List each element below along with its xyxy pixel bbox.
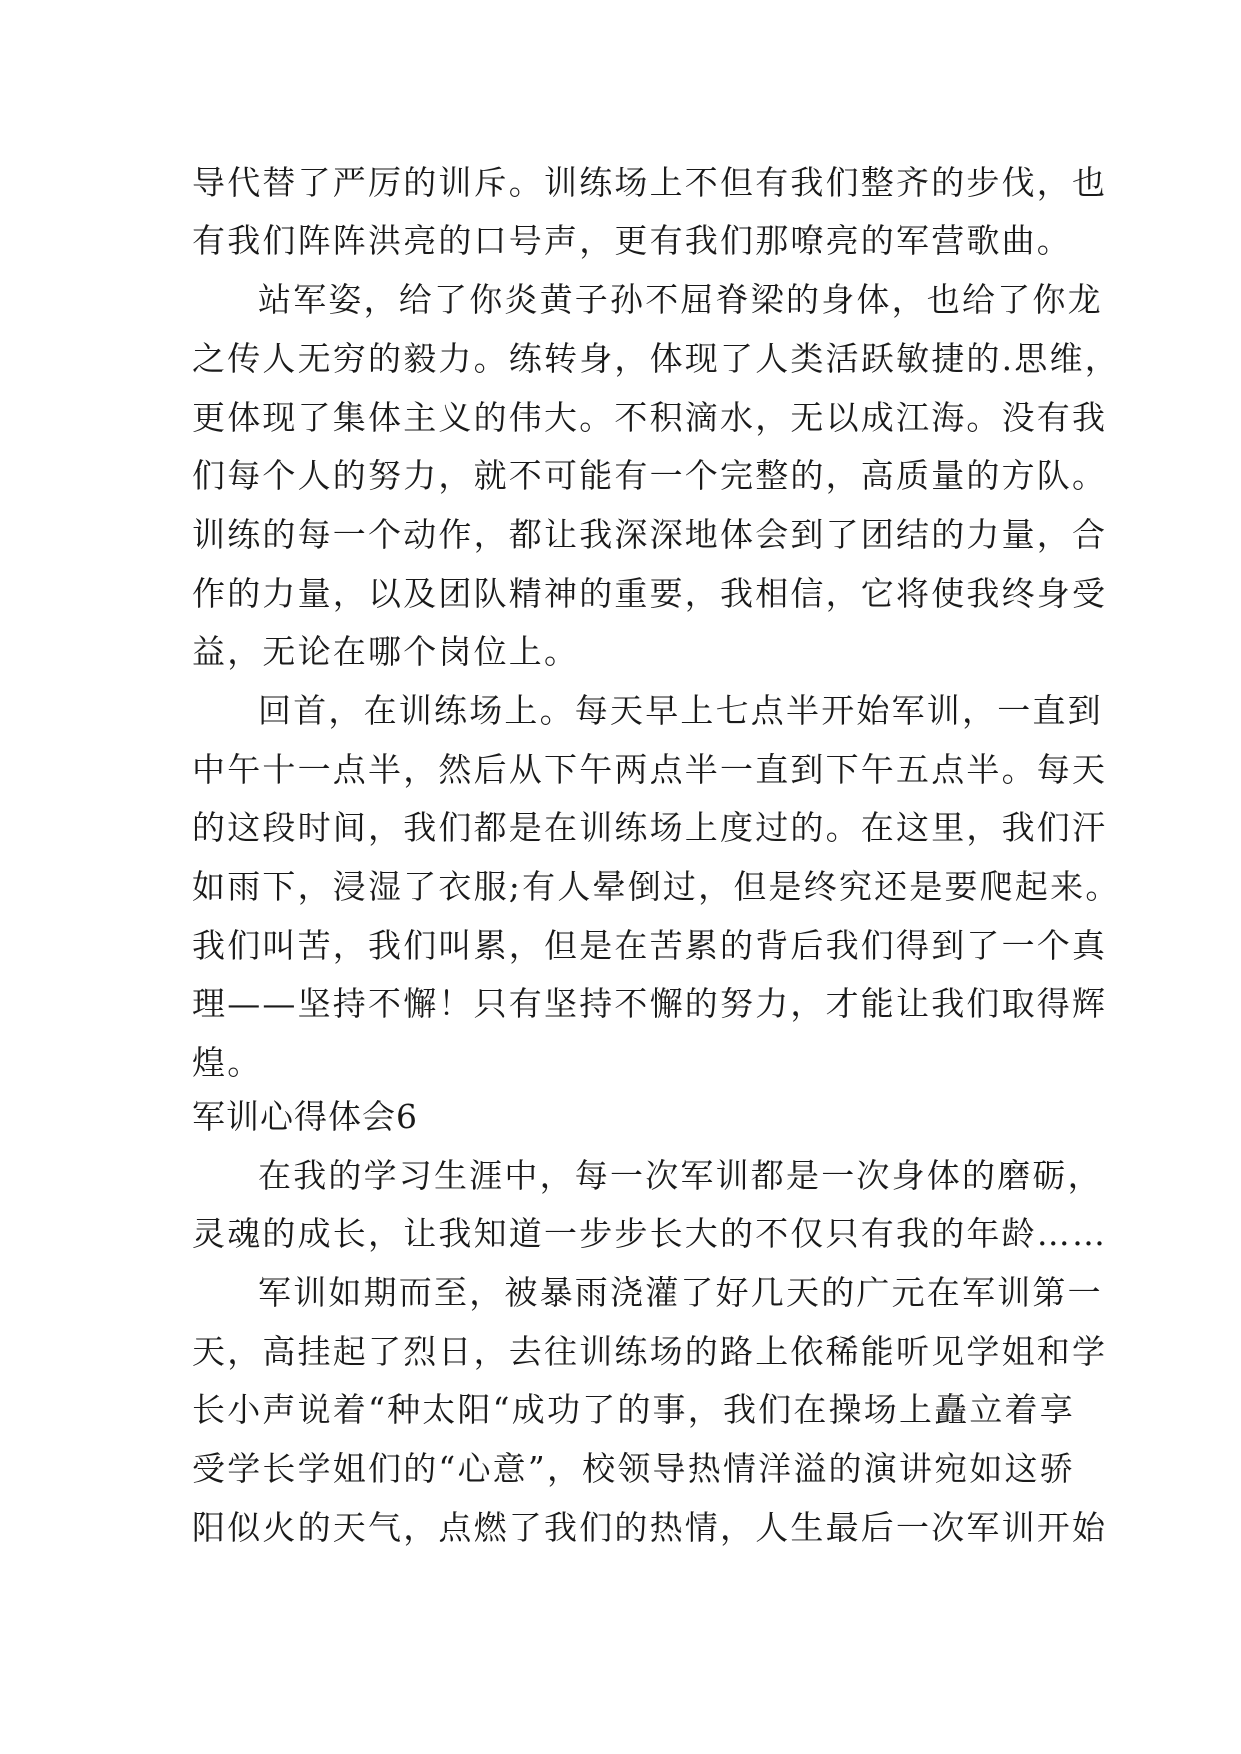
text-line: 煌。	[192, 1043, 263, 1082]
text-line: 之传人无穷的毅力。练转身，体现了人类活跃敏捷的.思维，	[192, 339, 1120, 378]
section-heading: 军训心得体会6	[192, 1097, 418, 1136]
paragraph-start-line: 在我的学习生涯中，每一次军训都是一次身体的磨砺，	[258, 1156, 1103, 1195]
text-line: 训练的每一个动作，都让我深深地体会到了团结的力量，合	[192, 515, 1108, 554]
text-line: 灵魂的成长，让我知道一步步长大的不仅只有我的年龄……	[192, 1214, 1108, 1253]
text-line: 中午十一点半，然后从下午两点半一直到下午五点半。每天	[192, 750, 1108, 789]
text-line: 我们叫苦，我们叫累，但是在苦累的背后我们得到了一个真	[192, 926, 1108, 965]
text-line: 有我们阵阵洪亮的口号声，更有我们那嘹亮的军营歌曲。	[192, 221, 1072, 260]
text-line: 阳似火的天气，点燃了我们的热情，人生最后一次军训开始	[192, 1508, 1108, 1547]
text-line: 作的力量，以及团队精神的重要，我相信，它将使我终身受	[192, 574, 1108, 613]
text-line: 理——坚持不懈！只有坚持不懈的努力，才能让我们取得辉	[192, 984, 1108, 1023]
text-line: 益，无论在哪个岗位上。	[192, 632, 580, 671]
paragraph-start-line: 回首，在训练场上。每天早上七点半开始军训，一直到	[258, 691, 1103, 730]
text-line: 更体现了集体主义的伟大。不积滴水，无以成江海。没有我	[192, 398, 1108, 437]
paragraph-start-line: 站军姿，给了你炎黄子孙不屈脊梁的身体，也给了你龙	[258, 280, 1103, 319]
text-line: 们每个人的努力，就不可能有一个完整的，高质量的方队。	[192, 456, 1108, 495]
text-line: 导代替了严厉的训斥。训练场上不但有我们整齐的步伐，也	[192, 163, 1108, 202]
text-line: 长小声说着“种太阳“成功了的事，我们在操场上矗立着享	[192, 1390, 1075, 1429]
text-line: 受学长学姐们的“心意”，校领导热情洋溢的演讲宛如这骄	[192, 1449, 1075, 1488]
text-line: 的这段时间，我们都是在训练场上度过的。在这里，我们汗	[192, 808, 1108, 847]
text-line: 天，高挂起了烈日，去往训练场的路上依稀能听见学姐和学	[192, 1332, 1108, 1371]
text-line: 如雨下，浸湿了衣服;有人晕倒过，但是终究还是要爬起来。	[192, 867, 1121, 906]
paragraph-start-line: 军训如期而至，被暴雨浇灌了好几天的广元在军训第一	[258, 1273, 1103, 1312]
